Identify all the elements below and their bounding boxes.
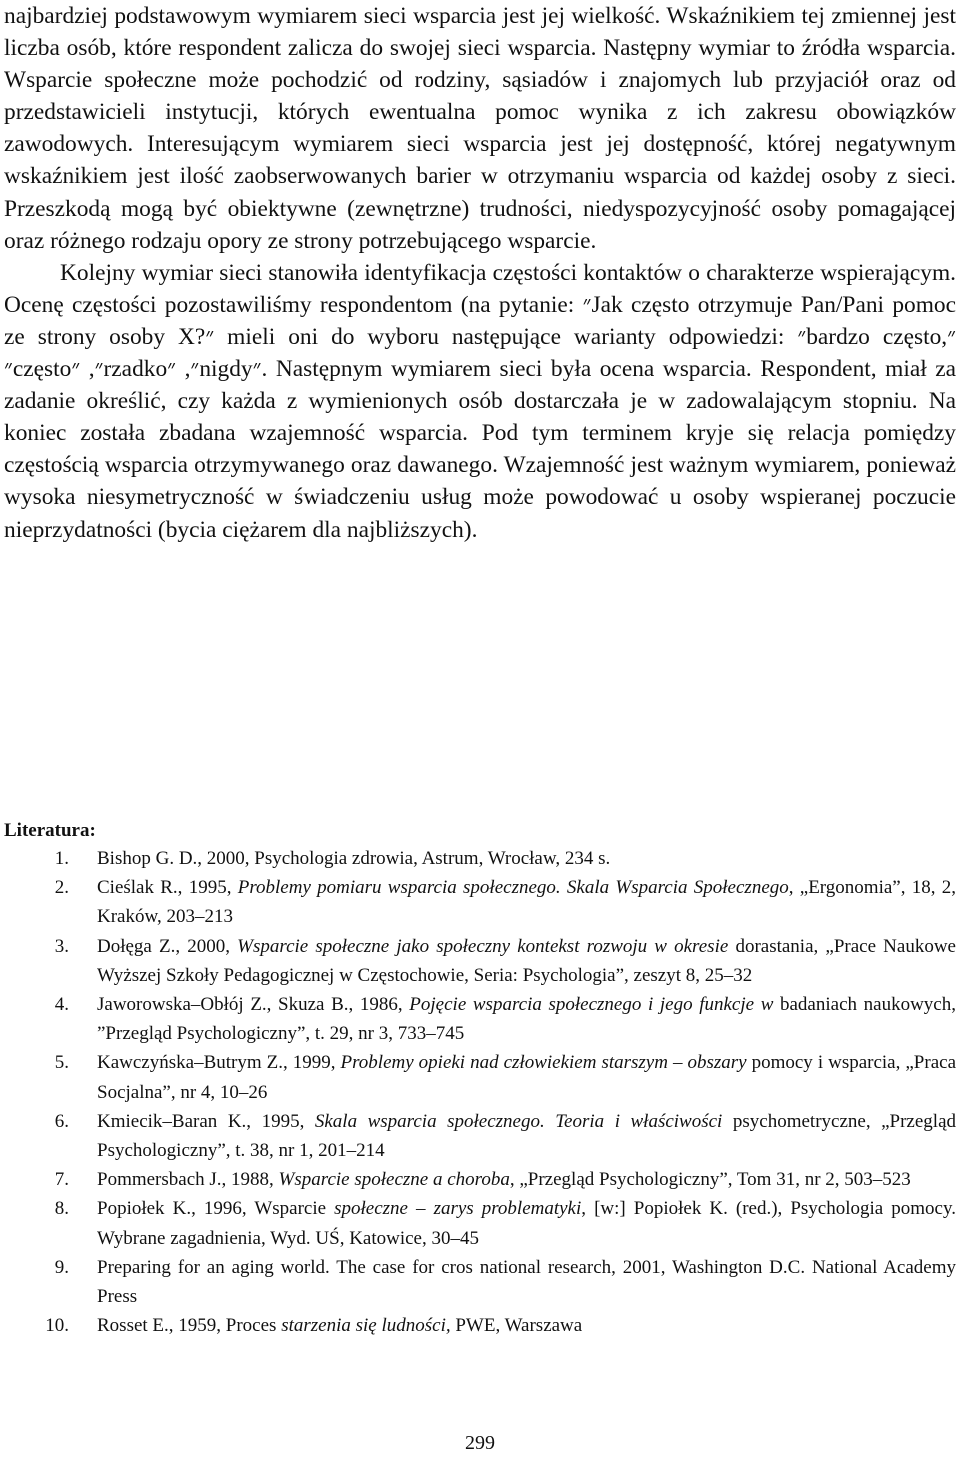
reference-segment: Preparing for an aging world. The case for cros national research, 2001, Washington D.C. National Academy Press — [97, 1256, 956, 1308]
reference-text — [97, 990, 956, 1048]
reference-item — [0, 844, 960, 873]
reference-number: 6. — [54, 1110, 69, 1132]
reference-item — [0, 1048, 960, 1106]
reference-title-segment: Skala wsparcia społecznego. Teoria i właściwości — [314, 1110, 723, 1132]
reference-item — [0, 1165, 960, 1194]
body-text — [4, 0, 956, 546]
reference-item — [0, 1253, 960, 1311]
reference-text — [97, 1107, 956, 1165]
reference-segment: Kmiecik–Baran K., 1995, — [97, 1110, 315, 1132]
reference-text — [97, 1253, 956, 1311]
reference-segment: Popiołek K., 1996, Wsparcie — [97, 1198, 335, 1220]
reference-number: 9. — [54, 1256, 69, 1278]
reference-title-segment: starzenia się ludności, — [281, 1315, 451, 1337]
reference-number: 10. — [45, 1315, 69, 1337]
reference-text — [97, 932, 956, 990]
reference-number: 2. — [54, 877, 69, 899]
reference-item — [0, 1194, 960, 1252]
reference-segment: , „Przegląd Psychologiczny”, Tom 31, nr 2, 503–523 — [509, 1169, 911, 1191]
document-page — [4, 0, 956, 546]
references-list — [0, 844, 960, 1340]
references-heading: Literatura: — [4, 820, 96, 841]
reference-number: 3. — [54, 935, 69, 957]
reference-segment: Bishop G. D., 2000, Psychologia zdrowia, Astrum, Wrocław, 234 s. — [97, 848, 611, 869]
reference-segment: Pommersbach J., 1988, — [97, 1169, 279, 1191]
reference-segment: Rosset E., 1959, Proces — [97, 1315, 282, 1337]
reference-text — [97, 1194, 956, 1252]
reference-segment: pomocy i wsparcia, „Praca Socjalna”, nr 4, 10–26 — [97, 1052, 956, 1103]
reference-title-segment: Problemy pomiaru wsparcia społecznego. Skala Wsparcia Społecznego — [237, 877, 789, 899]
reference-number: 1. — [54, 848, 69, 869]
reference-item — [0, 873, 960, 931]
reference-item — [0, 1311, 960, 1340]
reference-segment: dorastania, „Prace Naukowe Wyższej Szkoły Pedagogicznej w Częstochowie, Seria: Psychologia”, zeszyt 8, 25–32 — [97, 935, 956, 986]
reference-segment: badaniach naukowych, ”Przegląd Psychologiczny”, t. 29, nr 3, 733–745 — [97, 994, 956, 1045]
reference-number: 4. — [54, 994, 69, 1016]
reference-segment: , [w:] Popiołek K. (red.), Psychologia pomocy. Wybrane zagadnienia, Wyd. UŚ, Katowice, 30–45 — [97, 1198, 957, 1249]
reference-title-segment: Problemy opieki nad człowiekiem starszym – obszary — [340, 1052, 747, 1074]
reference-title-segment: Pojęcie wsparcia społecznego i jego funkcje w — [409, 994, 774, 1016]
paragraph-support-frequency: Kolejny wymiar sieci stanowiła identyfikacja częstości kontaktów o charakterze wspierającym. Ocenę częstości pozostawiliśmy respondentom (na pytanie: ״Jak często otrzymuje Pan/Pani pomoc ze strony osoby X?״ mieli oni do wyboru następujące warianty odpowiedzi: ״bardzo często״, ״często״, ״rzadko״, ״nigdy״. Następnym wymiarem sieci była ocena wsparcia. Respondent, miał za zadanie określić, czy każda z wymienionych osób dostarczała je w zadowalającym stopniu. Na koniec została zbadana wzajemność wsparcia. Pod tym terminem kryje się relacja pomiędzy częstością wsparcia otrzymywanego oraz dawanego. Wzajemność jest ważnym wymiarem, ponieważ wysoka niesymetryczność w świadczeniu usług może powodować u osoby wspieranej poczucie nieprzydatności (bycia ciężarem dla najbliższych). — [4, 259, 957, 543]
reference-number: 8. — [54, 1198, 69, 1220]
reference-segment: Jaworowska–Obłój Z., Skuza B., 1986, — [97, 994, 410, 1016]
page-number: 299 — [465, 1432, 495, 1454]
reference-title-segment: Wsparcie społeczne a choroba — [278, 1169, 510, 1191]
reference-title-segment: Wsparcie społeczne jako społeczny kontekst rozwoju w okresie — [237, 935, 729, 957]
reference-segment: Dołęga Z., 2000, — [97, 935, 238, 957]
reference-title-segment: społeczne – zarys problematyki — [334, 1198, 582, 1220]
reference-text — [97, 844, 956, 873]
reference-number: 7. — [54, 1169, 69, 1191]
reference-item — [0, 990, 960, 1048]
reference-segment: Cieślak R., 1995, — [97, 877, 238, 899]
reference-item — [0, 1107, 960, 1165]
paragraph-network-dimensions: najbardziej podstawowym wymiarem sieci wsparcia jest jej wielkość. Wskaźnikiem tej zmiennej jest liczba osób, które respondent zalicza do swojej sieci wsparcia. Następny wymiar to źródła wsparcia. Wsparcie społeczne może pochodzić od rodziny, sąsiadów i znajomych lub przyjaciół oraz od przedstawicieli instytucji, których ewentualna pomoc wynika z ich zakresu obowiązków zawodowych. Interesującym wymiarem sieci wsparcia jest jej dostępność, której negatywnym wskaźnikiem jest ilość zaobserwowanych barier w otrzymaniu wsparcia od każdej osoby z sieci. Przeszkodą mogą być obiektywne (zewnętrzne) trudności, niedyspozycyjność osoby pomagającej oraz różnego rodzaju opory ze strony potrzebującego wsparcie. — [4, 3, 956, 254]
reference-text — [97, 873, 956, 931]
reference-text — [97, 1048, 956, 1106]
reference-segment: Kawczyńska–Butrym Z., 1999, — [97, 1052, 341, 1074]
reference-segment: , „Ergonomia”, 18, 2, Kraków, 203–213 — [97, 877, 956, 928]
reference-text — [97, 1311, 956, 1340]
reference-segment: psychometryczne, „Przegląd Psychologiczny”, t. 38, nr 1, 201–214 — [97, 1110, 956, 1162]
reference-text — [97, 1165, 956, 1194]
reference-item — [0, 932, 960, 990]
reference-number: 5. — [54, 1052, 69, 1074]
reference-segment: PWE, Warszawa — [450, 1315, 583, 1337]
